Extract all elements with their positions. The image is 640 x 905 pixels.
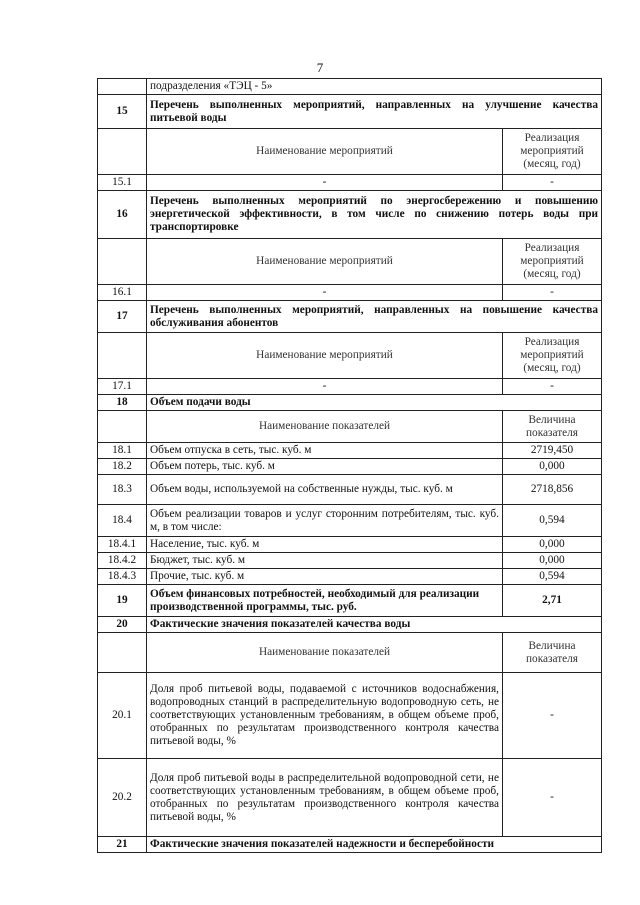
section-number: 16 [98, 191, 147, 239]
section-title: Перечень выполненных мероприятий, направленных на улучшение качества питьевой воды [147, 95, 602, 129]
section-20-row [98, 617, 602, 633]
row-name: Объем отпуска в сеть, тыс. куб. м [147, 443, 503, 459]
table-row [98, 175, 602, 191]
row-number: 18.4 [98, 505, 147, 537]
section-17-row [98, 301, 602, 333]
row-name: Прочие, тыс. куб. м [147, 569, 503, 585]
column-header-implementation: Реализация мероприятий (месяц, год) [503, 333, 602, 379]
program-table [97, 78, 602, 853]
row-number: 18.4.3 [98, 569, 147, 585]
row-value: 0,000 [503, 553, 602, 569]
row-value: 0,000 [503, 537, 602, 553]
row-name: Доля проб питьевой воды в распределительной водопроводной сети, не соответствующих установленным требованиям, в общем объеме проб, отобранных по результатам производственного контроля качества питьевой воды, % [147, 759, 503, 837]
row-name: Объем воды, используемой на собственные нужды, тыс. куб. м [147, 475, 503, 505]
section-21-row [98, 837, 602, 853]
row-number: 18.2 [98, 459, 147, 475]
header-row [98, 129, 602, 175]
table-row [98, 443, 602, 459]
section-number: 19 [98, 585, 147, 617]
row-number: 17.1 [98, 379, 147, 395]
section-title: Перечень выполненных мероприятий по энергосбережению и повышению энергетической эффективности, в том числе по снижению потерь воды при транспортировке [147, 191, 602, 239]
table-row [98, 553, 602, 569]
header-row [98, 411, 602, 443]
section-number: 15 [98, 95, 147, 129]
column-header-name: Наименование мероприятий [147, 129, 503, 175]
row-number: 16.1 [98, 285, 147, 301]
section-16-row [98, 191, 602, 239]
row-name: - [147, 175, 503, 191]
table-row [98, 569, 602, 585]
table-row [98, 379, 602, 395]
section-19-row [98, 585, 602, 617]
section-18-row [98, 395, 602, 411]
section-15-row [98, 95, 602, 129]
table-row [98, 505, 602, 537]
section-title: Объем подачи воды [147, 395, 602, 411]
column-header-name: Наименование показателей [147, 411, 503, 443]
row-number: 18.4.2 [98, 553, 147, 569]
row-name: Бюджет, тыс. куб. м [147, 553, 503, 569]
page-number: 7 [316, 60, 324, 75]
column-header-name: Наименование показателей [147, 633, 503, 673]
division-text: подразделения «ТЭЦ - 5» [147, 79, 602, 95]
row-number: 18.4.1 [98, 537, 147, 553]
table-row [98, 79, 602, 95]
column-header-implementation: Реализация мероприятий (месяц, год) [503, 239, 602, 285]
row-value: - [503, 175, 602, 191]
section-number: 17 [98, 301, 147, 333]
column-header-value: Величина показателя [503, 411, 602, 443]
row-value: 0,594 [503, 569, 602, 585]
column-header-name: Наименование мероприятий [147, 333, 503, 379]
row-name: Объем реализации товаров и услуг сторонним потребителям, тыс. куб. м, в том числе: [147, 505, 503, 537]
section-number: 18 [98, 395, 147, 411]
table-row [98, 537, 602, 553]
column-header-implementation: Реализация мероприятий (месяц, год) [503, 129, 602, 175]
row-name: - [147, 285, 503, 301]
section-title: Фактические значения показателей качества воды [147, 617, 602, 633]
table-row [98, 475, 602, 505]
header-row [98, 333, 602, 379]
header-row [98, 239, 602, 285]
column-header-value: Величина показателя [503, 633, 602, 673]
table-row [98, 285, 602, 301]
row-value: 0,000 [503, 459, 602, 475]
row-value: - [503, 673, 602, 759]
column-header-name: Наименование мероприятий [147, 239, 503, 285]
row-number: 15.1 [98, 175, 147, 191]
row-number: 18.1 [98, 443, 147, 459]
row-value: 2719,450 [503, 443, 602, 459]
row-value: - [503, 759, 602, 837]
row-name: Население, тыс. куб. м [147, 537, 503, 553]
row-number: 18.3 [98, 475, 147, 505]
section-title: Фактические значения показателей надежности и бесперебойности [147, 837, 602, 853]
row-value: 2718,856 [503, 475, 602, 505]
section-title: Перечень выполненных мероприятий, направленных на повышение качества обслуживания абонентов [147, 301, 602, 333]
section-title: Объем финансовых потребностей, необходимый для реализации производственной программы, тыс. руб. [147, 585, 503, 617]
row-name: Доля проб питьевой воды, подаваемой с источников водоснабжения, водопроводных станций в распределительную водопроводную сеть, не соответствующих установленным требованиям, в общем объеме проб, отобранных по результатам производственного контроля качества питьевой воды, % [147, 673, 503, 759]
section-number: 20 [98, 617, 147, 633]
row-number: 20.1 [98, 673, 147, 759]
row-name: - [147, 379, 503, 395]
header-row [98, 633, 602, 673]
row-value: 0,594 [503, 505, 602, 537]
section-number: 21 [98, 837, 147, 853]
table-row [98, 673, 602, 759]
section-value: 2,71 [503, 585, 602, 617]
row-value: - [503, 285, 602, 301]
table-row [98, 459, 602, 475]
row-number: 20.2 [98, 759, 147, 837]
table-row [98, 759, 602, 837]
row-name: Объем потерь, тыс. куб. м [147, 459, 503, 475]
row-value: - [503, 379, 602, 395]
